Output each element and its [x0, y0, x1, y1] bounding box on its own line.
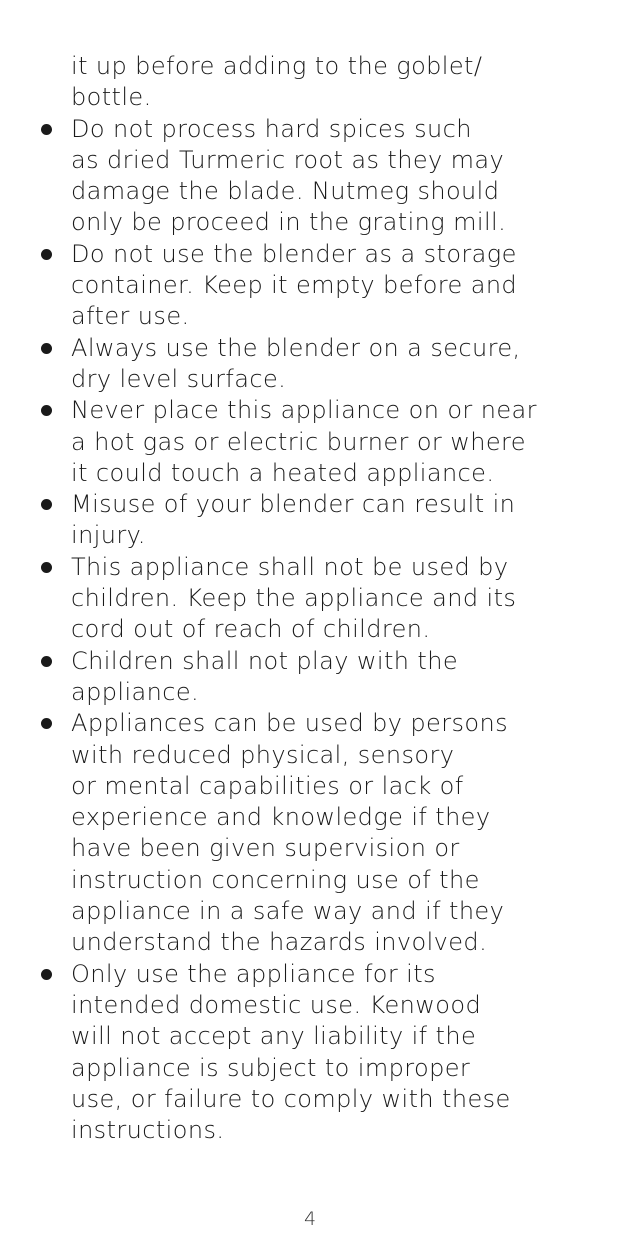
continuation-line: it up before adding to the goblet/ [71, 52, 483, 80]
bullet-item-line: instructions. [71, 1116, 225, 1145]
bullet-item-line: after use. [71, 302, 190, 331]
bullet-item-line: appliance is subject to improper [71, 1053, 471, 1082]
bullet-item-line: Children shall not play with the [0, 646, 620, 677]
bullet-item-line: Misuse of your blender can result in [0, 489, 620, 520]
bullet-item-line: cord out of reach of children. [71, 615, 431, 644]
bullet-item-line: Do not process hard spices such [0, 114, 620, 145]
bullet-dot-icon [41, 124, 52, 135]
bullet-item-line: instruction concerning use of the [71, 865, 480, 894]
bullet-item-line: Never place this appliance on or near [0, 395, 620, 426]
bullet-item-line: Always use the blender on a secure, [0, 333, 620, 364]
page-number: 4 [303, 1208, 317, 1230]
bullet-item-line: This appliance shall not be used by [0, 552, 620, 583]
bullet-dot-icon [41, 562, 52, 573]
bullet-item-line: appliance. [71, 677, 200, 706]
bullet-item-line: a hot gas or electric burner or where [71, 427, 526, 456]
bullet-dot-icon [41, 969, 52, 980]
bullet-item-line: Do not use the blender as a storage [0, 239, 620, 270]
bullet-dot-icon [41, 343, 52, 354]
bullet-item-line: injury. [71, 521, 146, 550]
bullet-item-line: Only use the appliance for its [0, 959, 620, 990]
bullet-item-line: damage the blade. Nutmeg should [71, 177, 500, 206]
bullet-item-line: it could touch a heated appliance. [71, 458, 495, 487]
bullet-item-line: as dried Turmeric root as they may [71, 145, 505, 174]
bullet-item-line: with reduced physical, sensory [71, 740, 455, 769]
bullet-item-line: dry level surface. [71, 364, 287, 393]
bullet-dot-icon [41, 405, 52, 416]
bullet-item-line: or mental capabilities or lack of [71, 771, 464, 800]
bullet-dot-icon [41, 718, 52, 729]
bullet-item-line: will not accept any liability if the [71, 1022, 477, 1051]
continuation-line: bottle. [71, 83, 152, 112]
bullet-dot-icon [41, 249, 52, 260]
bullet-item-line: only be proceed in the grating mill. [71, 208, 507, 237]
bullet-item-line: children. Keep the appliance and its [71, 584, 517, 613]
bullet-item-line: intended domestic use. Kenwood [71, 990, 482, 1019]
bullet-dot-icon [41, 656, 52, 667]
bullet-item-line: have been given supervision or [71, 834, 460, 863]
bullet-item-line: use, or failure to comply with these [71, 1084, 511, 1113]
bullet-dot-icon [41, 499, 52, 510]
safety-instructions-list [0, 51, 620, 1146]
bullet-item-line: Appliances can be used by persons [0, 708, 620, 739]
bullet-item-line: understand the hazards involved. [71, 928, 488, 957]
bullet-item-line: container. Keep it empty before and [71, 271, 518, 300]
bullet-item-line: appliance in a safe way and if they [71, 897, 505, 926]
bullet-item-line: experience and knowledge if they [71, 803, 491, 832]
